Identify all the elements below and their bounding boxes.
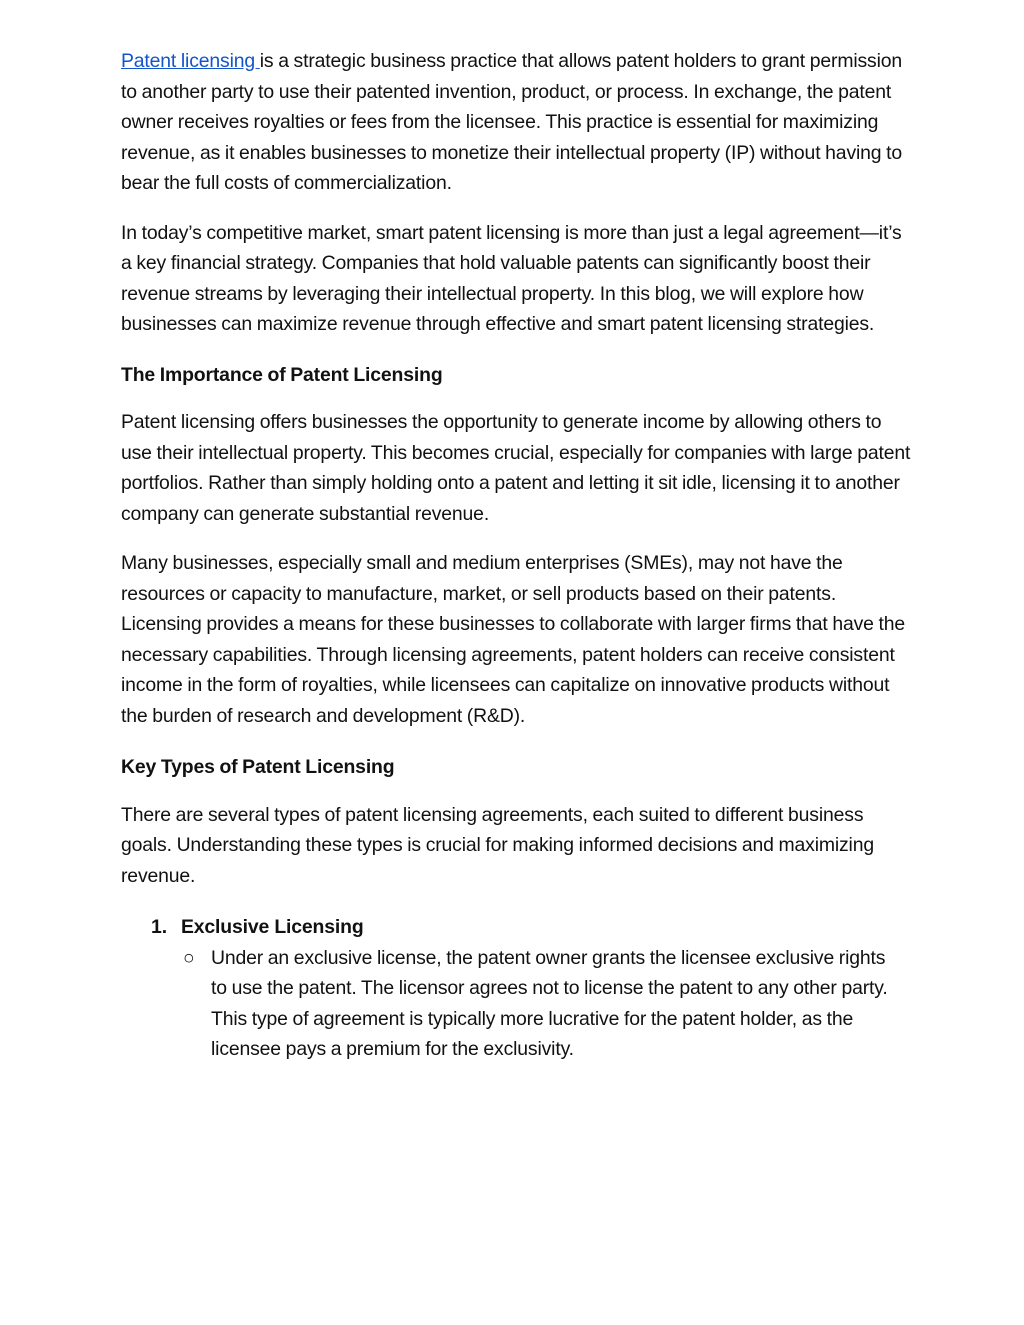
- list-item-title: Exclusive Licensing: [181, 916, 364, 938]
- list-number: 1.: [151, 916, 168, 938]
- paragraph-opportunity: Patent licensing offers businesses the opportunity to generate income by allowing others to use their intellectual property. This becomes crucial, especially for companies with large patent portfolios. Rather than simply holding onto a patent and letting it sit idle, licensing it to another company can generate substantial revenue.: [121, 411, 911, 525]
- heading-importance: The Importance of Patent Licensing: [121, 363, 443, 386]
- sub-list-item-text: Under an exclusive license, the patent owner grants the licensee exclusive rights to use the patent. The licensor agrees not to license the patent to any other party. This type of agreement is typically more lucrative for the patent holder, as the licensee pays a premium for the exclusivity.: [211, 946, 888, 1060]
- document-page: [121, 46, 911, 1065]
- hollow-circle-bullet-icon: ○: [183, 946, 195, 969]
- heading-key-types: Key Types of Patent Licensing: [121, 756, 395, 778]
- intro-paragraph: [121, 46, 911, 199]
- sub-list-item: [183, 943, 911, 1065]
- paragraph-competitive-market: In today’s competitive market, smart patent licensing is more than just a legal agreement—it’s a key financial strategy. Companies that hold valuable patents can significantly boost their revenue streams by leveraging their intellectual property. In this blog, we will explore how businesses can maximize revenue through effective and smart patent licensing strategies.: [121, 221, 902, 335]
- list-item-exclusive-licensing: [151, 912, 911, 943]
- paragraph-smes: Many businesses, especially small and medium enterprises (SMEs), may not have the resources or capacity to manufacture, market, or sell products based on their patents. Licensing provides a means for these businesses to collaborate with larger firms that have the necessary capabilities. Through licensing agreements, patent holders can receive consistent income in the form of royalties, while licensees can capitalize on innovative products without the burden of research and development (R&D).: [121, 552, 906, 727]
- paragraph-several-types: There are several types of patent licensing agreements, each suited to different business goals. Understanding these types is crucial for making informed decisions and maximizing revenue.: [121, 803, 874, 887]
- intro-text: is a strategic business practice that allows patent holders to grant permission to another party to use their patented invention, product, or process. In exchange, the patent owner receives royalties or fees from the licensee. This practice is essential for maximizing revenue, as it enables businesses to monetize their intellectual property (IP) without having to bear the full costs of commercialization.: [121, 50, 903, 194]
- patent-licensing-link[interactable]: Patent licensing: [121, 50, 260, 72]
